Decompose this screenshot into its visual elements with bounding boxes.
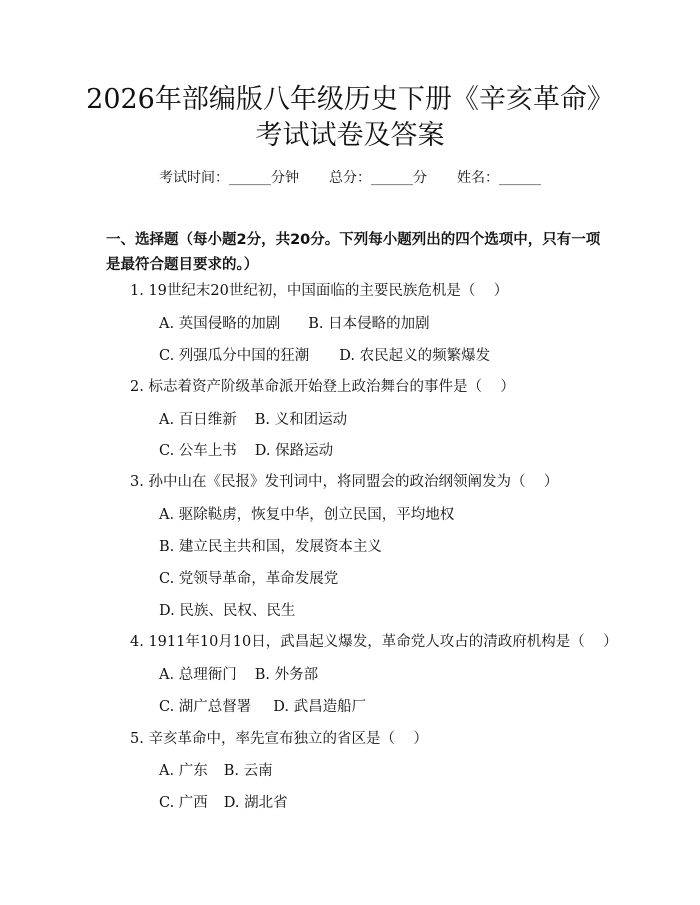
option-row [159,441,333,461]
option-c: C. 湖广总督署 [159,699,252,715]
option-b: B. 日本侵略的加剧 [308,316,430,332]
option-c: C. 公车上书 [159,443,237,459]
option-a: A. 百日维新 [159,412,237,428]
option-d: D. 保路运动 [254,443,334,459]
option-b: B. 义和团运动 [254,412,348,428]
student-name-field: 姓名：______ [457,170,541,186]
option-c: C. 列强瓜分中国的狂潮 [159,348,310,364]
exam-meta [0,168,700,188]
option-d: D. 民族、民权、民生 [159,603,296,619]
option-b: B. 云南 [223,763,273,779]
exam-time-field: 考试时间：______分钟 [159,170,299,186]
option-d: D. 武昌造船厂 [273,699,367,715]
option-b: B. 建立民主共和国，发展资本主义 [159,539,382,555]
exam-title-line-1: 2026年部编版八年级历史下册《辛亥革命》 [86,84,614,115]
option-b: B. 外务部 [254,667,319,683]
option-row [159,410,347,430]
option-row [159,793,288,813]
total-score-field: 总分：______分 [329,170,427,186]
option-d: D. 湖北省 [223,795,288,811]
option-d: D. 农民起义的频繁爆发 [339,348,491,364]
question-stem: 5. 辛亥革命中，率先宣布独立的省区是（ ） [130,731,428,747]
question-stem: 4. 1911年10月10日，武昌起义爆发，革命党人攻占的清政府机构是（ ） [130,634,618,650]
option-c: C. 广西 [159,795,208,811]
question-stem: 1. 19世纪末20世纪初，中国面临的主要民族危机是（ ） [130,283,509,299]
question-stem: 3. 孙中山在《民报》发刊词中，将同盟会的政治纲领阐发为（ ） [130,474,559,490]
option-a: A. 英国侵略的加剧 [159,316,281,332]
option-a: A. 广东 [159,763,208,779]
option-row [159,314,430,334]
option-row [159,697,366,717]
exam-title-line-2: 考试试卷及答案 [255,120,445,151]
section-heading-choice: 一、选择题（每小题2分，共20分。下列每小题列出的四个选项中，只有一项是最符合题目要求的。） [106,232,601,273]
option-row [159,665,318,685]
option-row [159,761,273,781]
option-a: A. 驱除鞑虏，恢复中华，创立民国，平均地权 [159,507,455,523]
option-a: A. 总理衙门 [159,667,237,683]
option-c: C. 党领导革命，革命发展党 [159,571,339,587]
question-stem: 2. 标志着资产阶级革命派开始登上政治舞台的事件是（ ） [130,379,515,395]
option-row [159,346,490,366]
